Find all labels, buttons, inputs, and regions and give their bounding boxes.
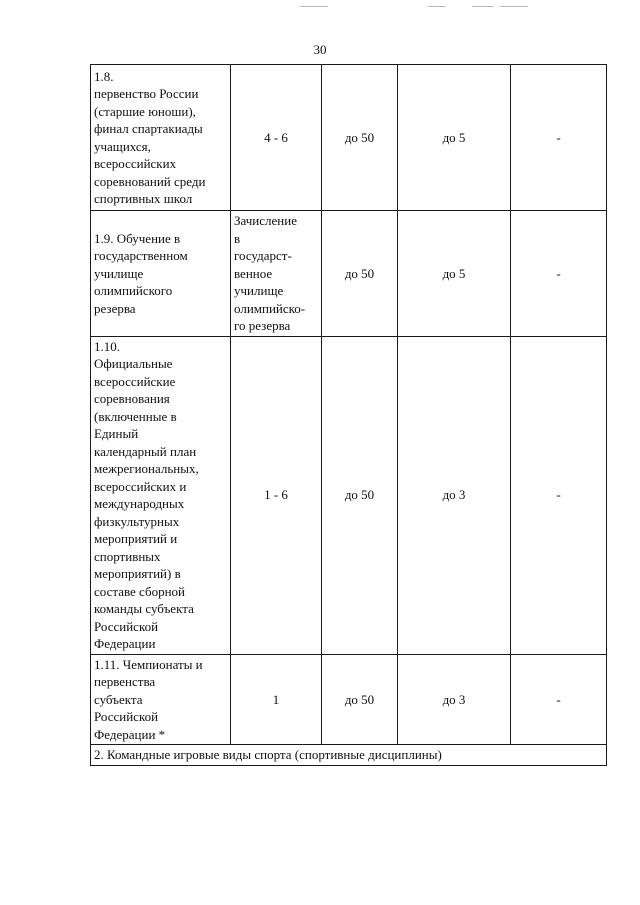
table-row xyxy=(91,336,607,654)
age-cell: до 50 xyxy=(322,336,398,654)
years-cell: до 3 xyxy=(398,654,511,745)
table-row xyxy=(91,211,607,337)
other-cell: - xyxy=(511,654,607,745)
places-cell: 1 - 6 xyxy=(231,336,322,654)
scan-artifact-marks xyxy=(300,6,530,12)
other-cell: - xyxy=(511,336,607,654)
page-number: 30 xyxy=(313,42,327,57)
places-cell: 1 xyxy=(231,654,322,745)
competition-name-cell: 1.9. Обучение в государственном училище олимпийского резерва xyxy=(91,211,231,337)
other-cell: - xyxy=(511,211,607,337)
years-cell: до 3 xyxy=(398,336,511,654)
table-row xyxy=(91,65,607,211)
competition-name-cell: 1.10. Официальные всероссийские соревнования (включенные в Единый календарный план межрегиональных, всероссийских и международных физкультурных мероприятий и спортивных мероприятий) в составе сборной команды субъекта Российской Федерации xyxy=(91,336,231,654)
section-heading: 2. Командные игровые виды спорта (спортивные дисциплины) xyxy=(91,745,607,766)
age-cell: до 50 xyxy=(322,65,398,211)
section-heading-row xyxy=(91,745,607,766)
table-row xyxy=(91,654,607,745)
years-cell: до 5 xyxy=(398,211,511,337)
competition-name-cell: 1.11. Чемпионаты и первенства субъекта Российской Федерации * xyxy=(91,654,231,745)
norms-table xyxy=(90,64,607,766)
other-cell: - xyxy=(511,65,607,211)
age-cell: до 50 xyxy=(322,654,398,745)
age-cell: до 50 xyxy=(322,211,398,337)
places-cell: 4 - 6 xyxy=(231,65,322,211)
competition-name-cell: 1.8. первенство России (старшие юноши), финал спартакиады учащихся, всероссийских соревнований среди спортивных школ xyxy=(91,65,231,211)
years-cell: до 5 xyxy=(398,65,511,211)
places-cell: Зачисление в государст- венное училище олимпийско- го резерва xyxy=(231,211,322,337)
